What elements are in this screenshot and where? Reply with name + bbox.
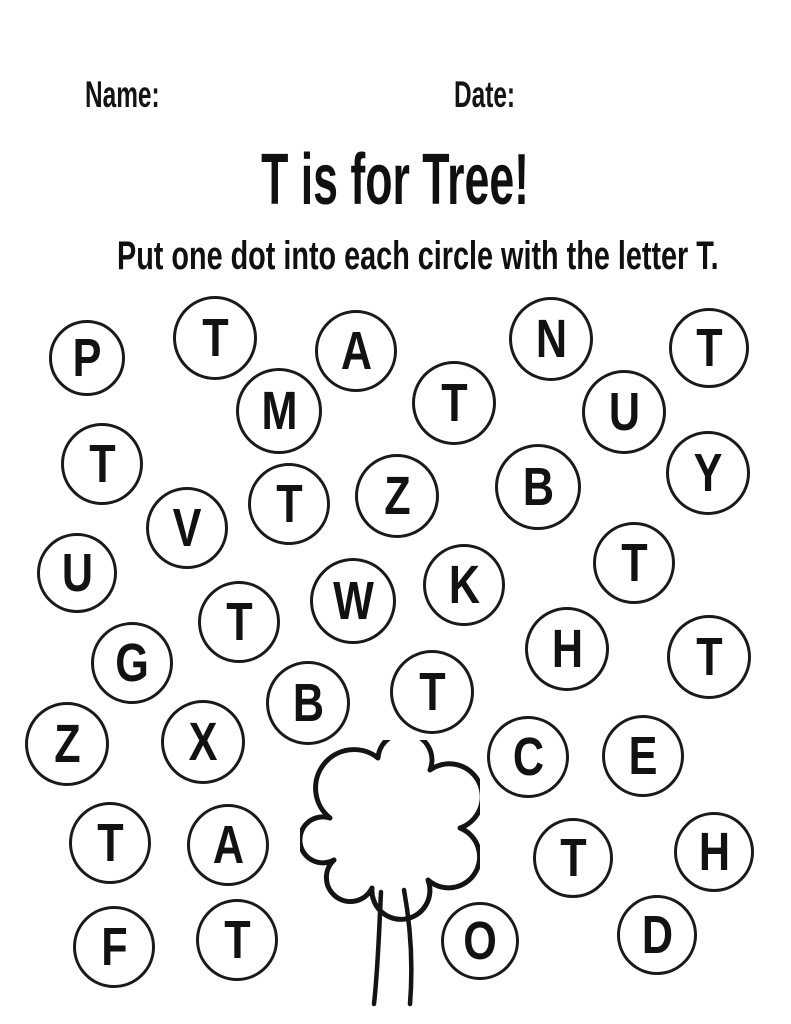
circle-letter: H (551, 619, 583, 679)
letter-circle-x-25[interactable] (161, 700, 245, 784)
circle-letter: T (275, 474, 303, 534)
circle-letter: K (448, 555, 480, 615)
letter-circle-t-18[interactable] (198, 581, 280, 663)
circle-letter: T (695, 627, 723, 687)
circle-letter: U (608, 382, 640, 442)
circle-letter: T (620, 533, 648, 593)
circle-letter: Z (53, 714, 81, 774)
circle-letter: X (188, 712, 218, 772)
letter-circle-c-26[interactable] (487, 716, 569, 798)
circle-letter: Y (693, 443, 723, 503)
letter-circle-t-21[interactable] (667, 615, 751, 699)
letter-circle-v-10[interactable] (146, 487, 228, 569)
letter-circle-w-17[interactable] (310, 558, 396, 644)
circle-letter: U (61, 543, 93, 603)
circle-letter: W (332, 571, 374, 631)
circle-letter: T (225, 592, 253, 652)
circle-letter: A (212, 815, 244, 875)
letter-circle-b-13[interactable] (495, 444, 581, 530)
circle-letter: G (115, 633, 149, 693)
letter-circle-h-31[interactable] (674, 812, 754, 892)
letter-circle-k-16[interactable] (423, 544, 505, 626)
circle-letter: O (463, 911, 497, 971)
circle-letter: B (292, 673, 324, 733)
letter-circle-t-23[interactable] (390, 650, 474, 734)
circle-letter: Z (383, 466, 411, 526)
letter-circle-b-22[interactable] (266, 661, 350, 745)
circle-letter: M (260, 381, 297, 441)
letter-circle-o-34[interactable] (441, 902, 519, 980)
circle-letter: V (172, 498, 202, 558)
circle-letter: T (559, 828, 587, 888)
letter-circle-t-15[interactable] (593, 522, 675, 604)
date-label: Date: (454, 74, 516, 115)
circle-letter: T (440, 373, 468, 433)
letter-circle-t-6[interactable] (412, 361, 496, 445)
letter-circle-d-35[interactable] (617, 895, 697, 975)
circle-letter: F (100, 917, 128, 977)
circle-letter: N (535, 309, 567, 369)
letter-circle-t-33[interactable] (196, 899, 278, 981)
letter-circle-t-11[interactable] (248, 463, 330, 545)
circle-letter: T (88, 434, 116, 494)
name-label: Name: (85, 74, 160, 115)
letter-circle-u-7[interactable] (582, 370, 666, 454)
circle-letter: T (201, 308, 229, 368)
worksheet-title: T is for Tree! (261, 140, 530, 220)
circle-letter: D (641, 905, 673, 965)
letter-circle-n-3[interactable] (509, 297, 593, 381)
letter-circle-g-20[interactable] (91, 622, 173, 704)
letter-circle-h-19[interactable] (525, 607, 609, 691)
letter-circle-z-24[interactable] (25, 702, 109, 786)
letter-circle-f-32[interactable] (73, 906, 155, 988)
letter-circle-t-8[interactable] (61, 423, 143, 505)
circle-letter: H (698, 822, 730, 882)
circle-letter: A (340, 321, 372, 381)
letter-circle-a-29[interactable] (187, 804, 269, 886)
circle-letter: T (695, 318, 723, 378)
circle-letter: B (522, 457, 554, 517)
letter-circle-e-27[interactable] (602, 715, 684, 797)
letter-circle-t-30[interactable] (533, 818, 613, 898)
letter-circle-z-12[interactable] (355, 454, 439, 538)
letter-circle-y-9[interactable] (666, 431, 750, 515)
circle-letter: P (72, 328, 102, 388)
circle-letter: E (628, 726, 658, 786)
circle-letter: C (512, 727, 544, 787)
circle-letter: T (96, 813, 124, 873)
letter-circle-p-0[interactable] (49, 320, 125, 396)
letter-circle-m-5[interactable] (236, 368, 322, 454)
instruction-text: Put one dot into each circle with the letter T. (116, 234, 719, 278)
circle-letter: T (418, 662, 446, 722)
letter-circle-a-2[interactable] (315, 310, 397, 392)
letter-circle-t-28[interactable] (69, 802, 151, 884)
letter-circle-t-4[interactable] (669, 308, 749, 388)
letter-circle-u-14[interactable] (37, 533, 117, 613)
circle-letter: T (223, 910, 251, 970)
letter-circle-t-1[interactable] (173, 296, 257, 380)
